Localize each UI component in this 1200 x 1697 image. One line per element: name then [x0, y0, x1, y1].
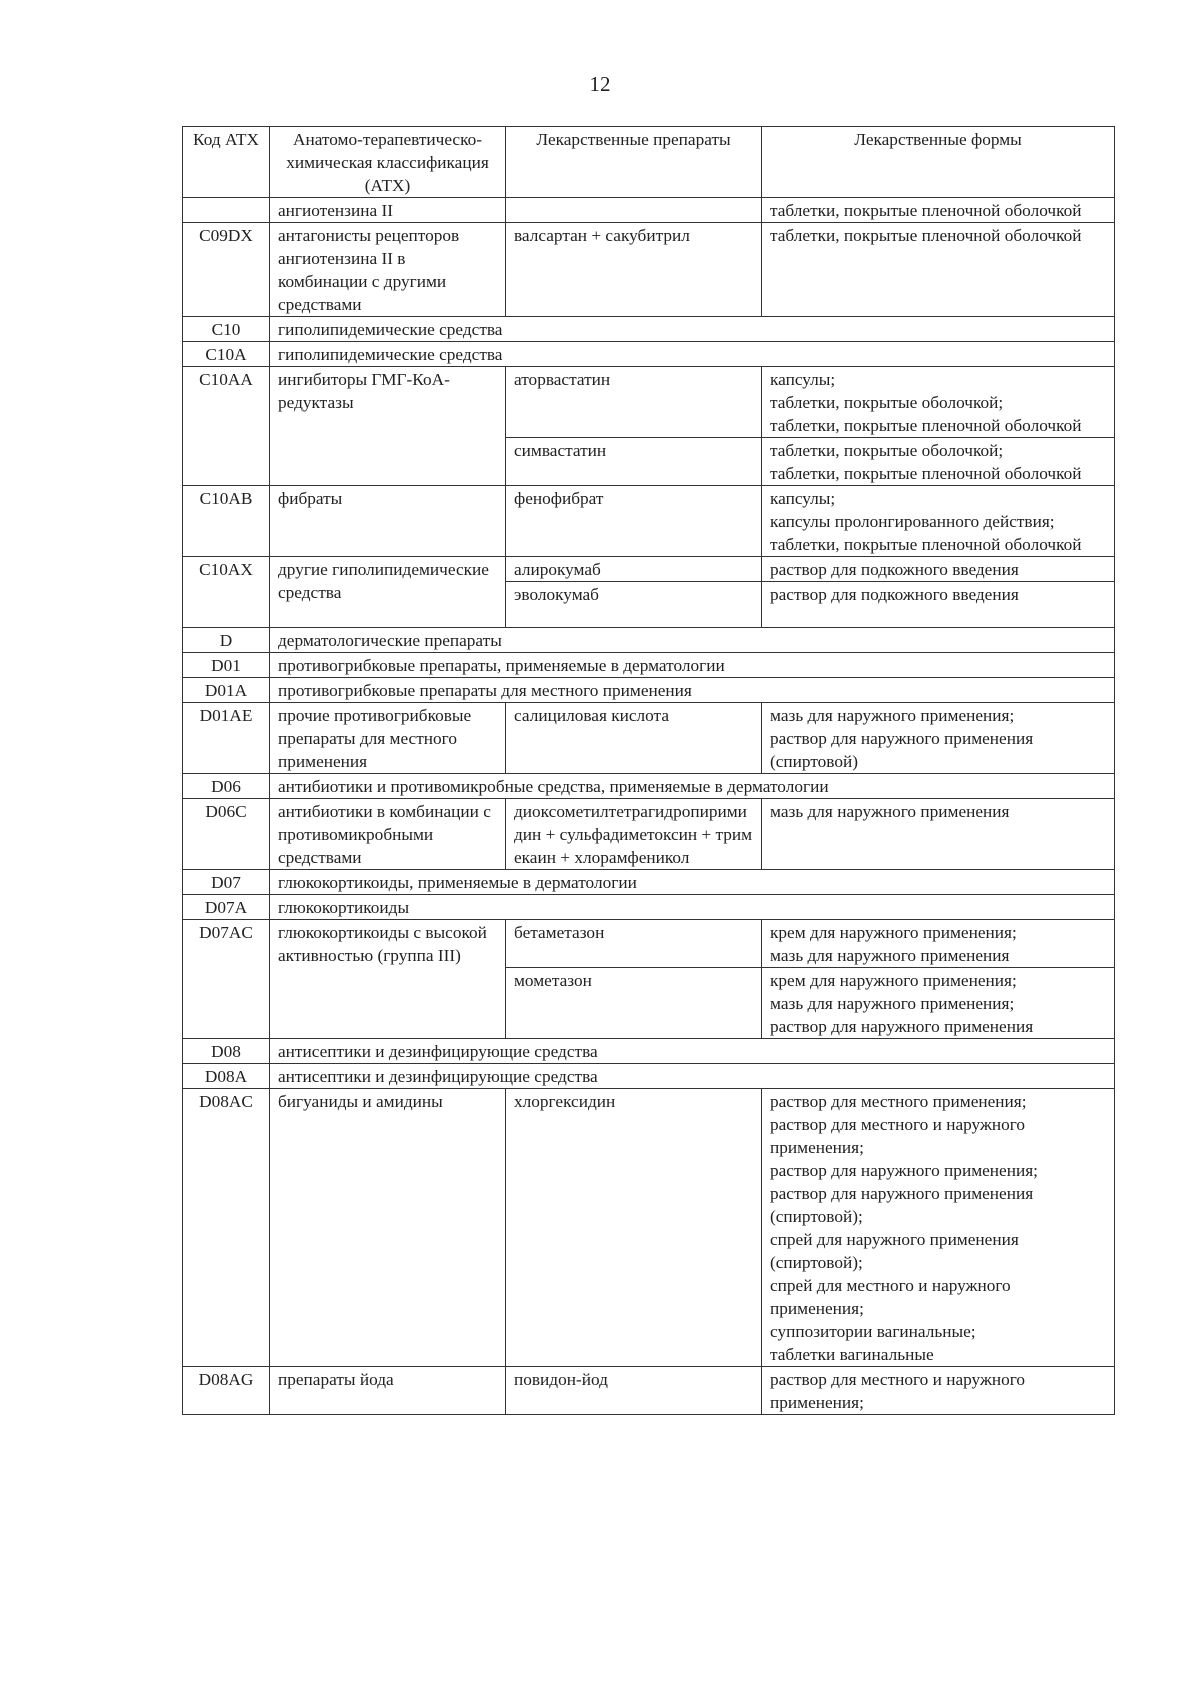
- dosage-form: мазь для наружного применения: [770, 946, 1010, 965]
- classification-name: противогрибковые препараты для местного применения: [270, 678, 1115, 703]
- table-row: [183, 1089, 1115, 1367]
- header-classification: Анатомо-терапевтическо-химическая классификация (АТХ): [270, 127, 506, 198]
- drug-name: эволокумаб: [506, 582, 762, 628]
- drug-name: хлоргексидин: [506, 1089, 762, 1367]
- dosage-form: суппозитории вагинальные;: [770, 1322, 976, 1341]
- dosage-form: таблетки, покрытые оболочкой;: [770, 393, 1004, 412]
- table-header-row: [183, 127, 1115, 198]
- atx-code: C10AB: [183, 486, 270, 557]
- table-row: [183, 1367, 1115, 1415]
- drug-name: салициловая кислота: [506, 703, 762, 774]
- drug-name: симвастатин: [506, 438, 762, 486]
- dosage-forms: [762, 799, 1115, 870]
- classification-name: ангиотензина II: [270, 198, 506, 223]
- dosage-forms: [762, 1089, 1115, 1367]
- drug-name: повидон-йод: [506, 1367, 762, 1415]
- classification-name: гиполипидемические средства: [270, 317, 1115, 342]
- dosage-forms: [762, 1367, 1115, 1415]
- atx-code: D08: [183, 1039, 270, 1064]
- dosage-form: таблетки, покрытые пленочной оболочкой: [770, 416, 1082, 435]
- classification-name: антибиотики в комбинации с противомикробными средствами: [270, 799, 506, 870]
- atx-code: D07AC: [183, 920, 270, 1039]
- classification-name: антагонисты рецепторов ангиотензина II в комбинации с другими средствами: [270, 223, 506, 317]
- dosage-forms: [762, 703, 1115, 774]
- drug-name: фенофибрат: [506, 486, 762, 557]
- table-row: [183, 486, 1115, 557]
- classification-name: фибраты: [270, 486, 506, 557]
- classification-name: прочие противогрибковые препараты для местного применения: [270, 703, 506, 774]
- header-drugs: Лекарственные препараты: [506, 127, 762, 198]
- table-row: [183, 628, 1115, 653]
- dosage-form: мазь для наружного применения: [770, 802, 1010, 821]
- drug-name: бетаметазон: [506, 920, 762, 968]
- atx-code: D06C: [183, 799, 270, 870]
- drug-name: [506, 198, 762, 223]
- drug-name: валсартан + сакубитрил: [506, 223, 762, 317]
- table-row: [183, 1064, 1115, 1089]
- dosage-form: таблетки, покрытые оболочкой;: [770, 441, 1004, 460]
- table-row: [183, 317, 1115, 342]
- atx-drug-table: [182, 126, 1115, 1415]
- atx-code: D07A: [183, 895, 270, 920]
- drug-name: аторвастатин: [506, 367, 762, 438]
- table-row: [183, 799, 1115, 870]
- dosage-form: раствор для местного и наружного применения;: [770, 1370, 1026, 1412]
- classification-name: гиполипидемические средства: [270, 342, 1115, 367]
- table-row: [183, 223, 1115, 317]
- table-row: [183, 774, 1115, 799]
- page-number: 12: [589, 72, 611, 96]
- dosage-form: капсулы;: [770, 489, 836, 508]
- table-row: [183, 895, 1115, 920]
- atx-code: C10AX: [183, 557, 270, 628]
- dosage-form: крем для наружного применения;: [770, 971, 1017, 990]
- table-row: [183, 367, 1115, 438]
- atx-code: C10AA: [183, 367, 270, 486]
- dosage-forms: [762, 438, 1115, 486]
- drug-name: диоксометилтетрагидропиримидин + сульфадиметоксин + тримекаин + хлорамфеникол: [506, 799, 762, 870]
- dosage-form: таблетки, покрытые пленочной оболочкой: [770, 464, 1082, 483]
- dosage-form: раствор для подкожного введения: [770, 560, 1019, 579]
- table-row: [183, 557, 1115, 582]
- drug-name: алирокумаб: [506, 557, 762, 582]
- table-row: [183, 870, 1115, 895]
- dosage-form: мазь для наружного применения;: [770, 994, 1015, 1013]
- dosage-form: таблетки, покрытые пленочной оболочкой: [770, 201, 1082, 220]
- atx-code: [183, 198, 270, 223]
- table-row: [183, 678, 1115, 703]
- atx-code: C09DX: [183, 223, 270, 317]
- classification-name: антибиотики и противомикробные средства, применяемые в дерматологии: [270, 774, 1115, 799]
- dosage-form: капсулы;: [770, 370, 836, 389]
- table-row: [183, 703, 1115, 774]
- classification-name: ингибиторы ГМГ-КоА-редуктазы: [270, 367, 506, 486]
- dosage-form: раствор для наружного применения: [770, 1017, 1034, 1036]
- dosage-form: таблетки вагинальные: [770, 1345, 934, 1364]
- dosage-form: спрей для местного и наружного применения;: [770, 1276, 1011, 1318]
- dosage-forms: [762, 968, 1115, 1039]
- dosage-form: раствор для наружного применения;: [770, 1161, 1038, 1180]
- atx-code: D07: [183, 870, 270, 895]
- dosage-form: раствор для наружного применения (спиртовой);: [770, 1184, 1034, 1226]
- dosage-form: спрей для наружного применения (спиртовой);: [770, 1230, 1019, 1272]
- atx-code: D08AC: [183, 1089, 270, 1367]
- header-forms: Лекарственные формы: [762, 127, 1115, 198]
- dosage-form: мазь для наружного применения;: [770, 706, 1015, 725]
- atx-code: C10: [183, 317, 270, 342]
- dosage-form: раствор для местного применения;: [770, 1092, 1027, 1111]
- dosage-forms: [762, 198, 1115, 223]
- classification-name: другие гиполипидемические средства: [270, 557, 506, 628]
- dosage-form: крем для наружного применения;: [770, 923, 1017, 942]
- dosage-forms: [762, 557, 1115, 582]
- table-row: [183, 1039, 1115, 1064]
- atx-code: D01: [183, 653, 270, 678]
- table-row: [183, 342, 1115, 367]
- atx-code: D08AG: [183, 1367, 270, 1415]
- atx-code: C10A: [183, 342, 270, 367]
- dosage-form: капсулы пролонгированного действия;: [770, 512, 1055, 531]
- classification-name: глюкокортикоиды с высокой активностью (группа III): [270, 920, 506, 1039]
- atx-code: D08A: [183, 1064, 270, 1089]
- atx-code: D: [183, 628, 270, 653]
- dosage-forms: [762, 920, 1115, 968]
- classification-name: глюкокортикоиды, применяемые в дерматологии: [270, 870, 1115, 895]
- classification-name: глюкокортикоиды: [270, 895, 1115, 920]
- table-row: [183, 653, 1115, 678]
- dosage-form: раствор для подкожного введения: [770, 585, 1019, 604]
- dosage-form: раствор для наружного применения (спиртовой): [770, 729, 1034, 771]
- dosage-form: таблетки, покрытые пленочной оболочкой: [770, 535, 1082, 554]
- classification-name: препараты йода: [270, 1367, 506, 1415]
- dosage-form: таблетки, покрытые пленочной оболочкой: [770, 226, 1082, 245]
- classification-name: антисептики и дезинфицирующие средства: [270, 1039, 1115, 1064]
- classification-name: противогрибковые препараты, применяемые в дерматологии: [270, 653, 1115, 678]
- dosage-forms: [762, 367, 1115, 438]
- atx-code: D01A: [183, 678, 270, 703]
- dosage-forms: [762, 223, 1115, 317]
- classification-name: бигуаниды и амидины: [270, 1089, 506, 1367]
- header-code: Код АТХ: [183, 127, 270, 198]
- atx-code: D06: [183, 774, 270, 799]
- drug-name: мометазон: [506, 968, 762, 1039]
- table-row: [183, 198, 1115, 223]
- atx-code: D01AE: [183, 703, 270, 774]
- classification-name: дерматологические препараты: [270, 628, 1115, 653]
- dosage-forms: [762, 486, 1115, 557]
- dosage-form: раствор для местного и наружного применения;: [770, 1115, 1026, 1157]
- dosage-forms: [762, 582, 1115, 628]
- table-row: [183, 920, 1115, 968]
- classification-name: антисептики и дезинфицирующие средства: [270, 1064, 1115, 1089]
